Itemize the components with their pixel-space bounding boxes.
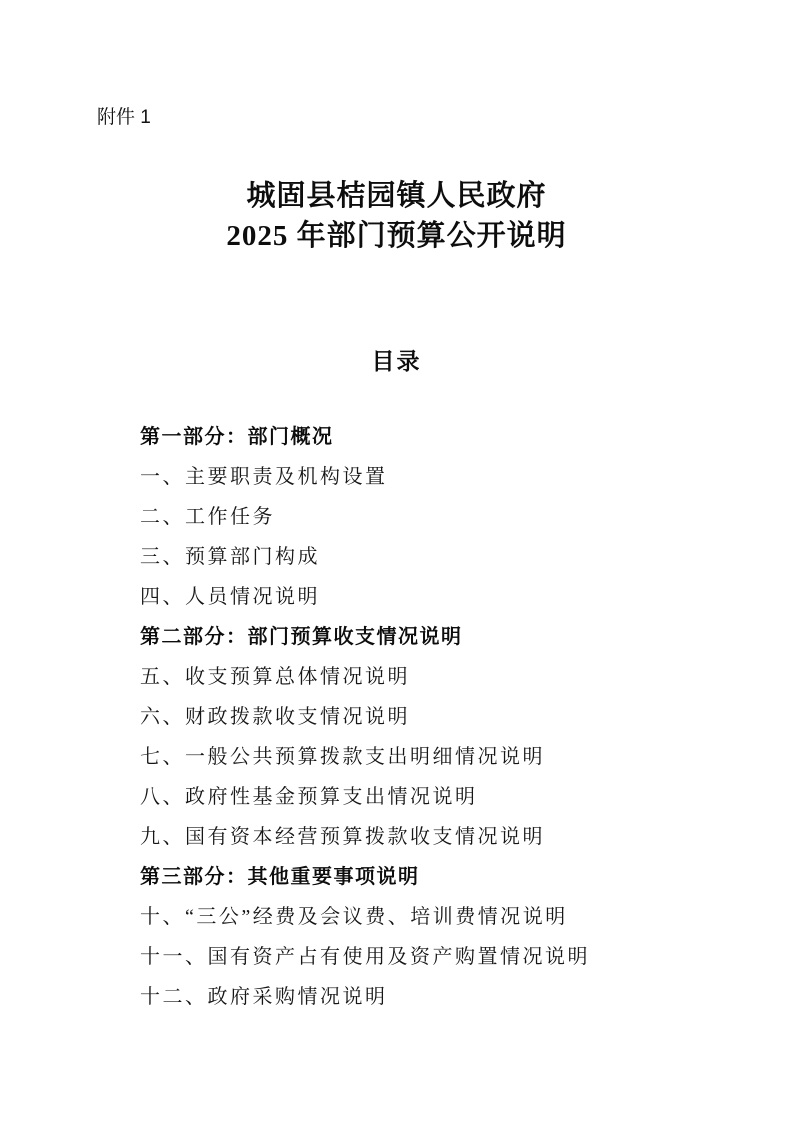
toc-item-6: 六、财政拨款收支情况说明 (140, 706, 410, 728)
document-title (0, 176, 793, 256)
toc-item-4: 四、人员情况说明 (140, 586, 320, 608)
toc-heading: 目录 (371, 349, 422, 374)
toc-section-part2: 第二部分：部门预算收支情况说明 (140, 626, 463, 648)
attachment-label: 附件 1 (97, 107, 151, 128)
toc-section-part3: 第三部分：其他重要事项说明 (140, 866, 420, 888)
toc-item-7: 七、一般公共预算拨款支出明细情况说明 (140, 746, 545, 768)
toc-item-1: 一、主要职责及机构设置 (140, 466, 388, 488)
document-title-line2: 2025 年部门预算公开说明 (226, 220, 567, 252)
toc-section-part1: 第一部分：部门概况 (140, 426, 334, 448)
toc-item-10: 十、“三公”经费及会议费、培训费情况说明 (140, 906, 568, 928)
toc-item-5: 五、收支预算总体情况说明 (140, 666, 410, 688)
toc-item-9: 九、国有资本经营预算拨款收支情况说明 (140, 826, 545, 848)
table-of-contents (140, 417, 733, 1017)
toc-item-3: 三、预算部门构成 (140, 546, 320, 568)
document-title-line1: 城固县桔园镇人民政府 (246, 180, 547, 212)
toc-item-12: 十二、政府采购情况说明 (140, 986, 388, 1008)
toc-item-2: 二、工作任务 (140, 506, 275, 528)
toc-item-11: 十一、国有资产占有使用及资产购置情况说明 (140, 946, 590, 968)
toc-item-8: 八、政府性基金预算支出情况说明 (140, 786, 478, 808)
